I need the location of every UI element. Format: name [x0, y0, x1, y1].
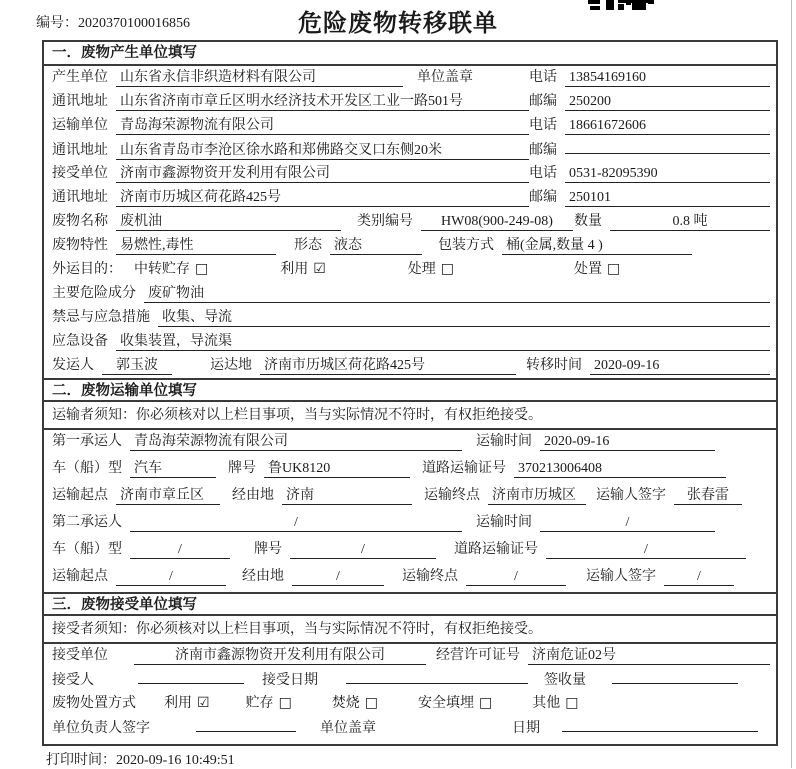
consignor-value: 郭玉波: [102, 354, 172, 375]
section2: [44, 430, 776, 592]
license-value: 济南危证02号: [528, 644, 770, 665]
received-qty-value: [612, 668, 738, 684]
producer-phone-value: 13854169160: [565, 70, 770, 87]
producer-address-label: 通讯地址: [52, 94, 108, 109]
producer-zip-label: 邮编: [529, 94, 557, 109]
carrier1-plate-value: 鲁UK8120: [264, 457, 410, 478]
transporter-value: 青岛海荣源物流有限公司: [116, 114, 529, 135]
acceptor-label: 接受人: [52, 673, 94, 688]
carrier2-plate-value: /: [290, 542, 436, 559]
carrier2-via-value: /: [292, 569, 384, 586]
dispose-checkbox-icon: □: [607, 261, 621, 277]
packaging-value: 桶(金属,数量 4 ): [502, 234, 692, 255]
transfer-time-value: 2020-09-16: [590, 358, 770, 375]
waste-character-row: [44, 234, 776, 258]
receiver-address-label: 通讯地址: [52, 190, 108, 205]
equipment-label: 应急设备: [52, 334, 108, 349]
purpose-row: [44, 258, 776, 282]
producer-address-row: [44, 90, 776, 114]
waste-name-row: [44, 210, 776, 234]
print-time-value: 2020-09-16 10:49:51: [116, 753, 235, 768]
equipment-value: 收集装置，导流渠: [116, 330, 770, 351]
receiver-address-value: 济南市历城区荷花路425号: [116, 186, 529, 207]
carrier2-permit-value: /: [546, 542, 746, 559]
form-body: [42, 40, 778, 746]
carrier2-end-label: 运输终点: [402, 569, 458, 584]
disposal-row: [44, 692, 776, 716]
consignor-label: 发运人: [52, 358, 94, 373]
consignor-row: [44, 354, 776, 378]
carrier1-label: 第一承运人: [52, 434, 122, 449]
carrier2-sign-label: 运输人签字: [586, 569, 656, 584]
carrier1-origin-value: 济南市章丘区: [116, 484, 220, 505]
purpose-option-utilize: 利用 ☑: [280, 261, 326, 277]
carrier2-vehicle-value: /: [130, 542, 230, 559]
print-time: [46, 749, 235, 769]
destination-value: 济南市历城区荷花路425号: [260, 354, 516, 375]
category-value: HW08(900-249-08): [421, 214, 573, 231]
disposal-other-checkbox-icon: □: [565, 695, 579, 711]
waste-name-label: 废物名称: [52, 214, 108, 229]
unit-seal-label: 单位盖章: [320, 721, 376, 736]
accept-unit-row: [44, 644, 776, 668]
hazard-row: [44, 282, 776, 306]
producer-zip-value: 250200: [565, 94, 770, 111]
disposal-utilize-checkbox-icon: ☑: [197, 695, 210, 711]
date-label: 日期: [512, 721, 540, 736]
hazard-value: 废矿物油: [144, 282, 770, 303]
carrier2-value: /: [130, 515, 462, 532]
transporter-phone-label: 电话: [529, 118, 557, 133]
treat-checkbox-icon: □: [440, 261, 455, 277]
purpose-label: 外运目的：: [52, 262, 122, 277]
waste-character-value: 易燃性,毒性: [116, 234, 276, 255]
section2-heading: 二．废物运输单位填写: [44, 378, 776, 402]
carrier1-time-label: 运输时间: [476, 434, 532, 449]
carrier2-vehicle-row: [44, 538, 776, 565]
receiver-phone-value: 0531-82095390: [565, 166, 770, 183]
disposal-option-other: 其他 □: [532, 695, 579, 711]
receiver-zip-value: 250101: [565, 190, 770, 207]
transporter-zip-label: 邮编: [529, 143, 557, 158]
carrier1-vehicle-label: 车（船）型: [52, 461, 122, 476]
equipment-row: [44, 330, 776, 354]
disposal-storage-checkbox-icon: □: [278, 695, 292, 711]
transfer-storage-checkbox-icon: □: [195, 261, 209, 277]
qr-code-partial-icon: [588, 0, 654, 10]
section1: [44, 66, 776, 378]
carrier2-plate-label: 牌号: [254, 542, 282, 557]
transporter-label: 运输单位: [52, 118, 108, 133]
receiver-value: 济南市鑫源物资开发利用有限公司: [116, 162, 529, 183]
destination-label: 运达地: [210, 358, 252, 373]
carrier1-vehicle-row: [44, 457, 776, 484]
purpose-option-treat: 处理 □: [407, 261, 455, 277]
physical-form-value: 液态: [330, 234, 422, 255]
utilize-checkbox-icon: ☑: [313, 261, 326, 277]
disposal-option-utilize: 利用 ☑: [164, 695, 210, 711]
waste-name-value: 废机油: [116, 210, 341, 231]
receiver-phone-label: 电话: [529, 166, 557, 181]
carrier2-time-value: /: [540, 515, 715, 532]
accept-unit-value: 济南市鑫源物资开发利用有限公司: [134, 644, 426, 665]
receiver-label: 接受单位: [52, 166, 108, 181]
physical-form-label: 形态: [294, 238, 322, 253]
packaging-label: 包装方式: [438, 238, 494, 253]
purpose-option-dispose: 处置 □: [574, 261, 621, 277]
head-sign-label: 单位负责人签字: [52, 721, 150, 736]
producer-address-value: 山东省济南市章丘区明水经济技术开发区工业一路501号: [116, 90, 529, 111]
carrier2-end-value: /: [466, 569, 566, 586]
category-label: 类别编号: [357, 214, 413, 229]
section3: [44, 644, 776, 740]
receiver-zip-label: 邮编: [529, 190, 557, 205]
carrier2-time-label: 运输时间: [476, 515, 532, 530]
accept-date-label: 接受日期: [262, 673, 318, 688]
carrier1-route-row: [44, 484, 776, 511]
transfer-time-label: 转移时间: [526, 358, 582, 373]
carrier1-value: 青岛海荣源物流有限公司: [130, 430, 462, 451]
license-label: 经营许可证号: [436, 648, 520, 663]
section1-heading: 一．废物产生单位填写: [44, 42, 776, 66]
transporter-row: [44, 114, 776, 138]
document-number-label: 编号：: [36, 16, 78, 31]
disposal-landfill-checkbox-icon: □: [479, 695, 493, 711]
transporter-address-value: 山东省青岛市李沧区徐水路和郑佛路交叉口东侧20米: [116, 139, 529, 160]
carrier1-sign-value: 张春雷: [674, 484, 742, 505]
disposal-label: 废物处置方式: [52, 696, 136, 711]
purpose-option-transfer-storage: 中转贮存 □: [134, 261, 209, 277]
transporter-address-row: [44, 138, 776, 162]
accept-unit-label: 接受单位: [52, 648, 108, 663]
carrier2-sign-value: /: [664, 569, 734, 586]
carrier1-sign-label: 运输人签字: [596, 488, 666, 503]
section2-notice: 运输者须知：你必须核对以上栏目事项，当与实际情况不符时，有权拒绝接受。: [44, 402, 776, 430]
carrier1-time-value: 2020-09-16: [540, 434, 715, 451]
document-number-value: 2020370100016856: [78, 16, 190, 31]
carrier2-origin-label: 运输起点: [52, 569, 108, 584]
form-header: [0, 0, 796, 40]
transporter-zip-value: [565, 138, 770, 154]
date-value: [562, 716, 758, 732]
waste-character-label: 废物特性: [52, 238, 108, 253]
acceptor-value: [138, 668, 244, 684]
quantity-value: 0.8 吨: [610, 210, 770, 231]
head-sign-value: [196, 716, 296, 732]
carrier1-permit-value: 370213006408: [514, 461, 726, 478]
carrier1-end-value: 济南市历城区: [488, 484, 586, 505]
page-title: 危险废物转移联单: [298, 10, 498, 37]
print-time-label: 打印时间：: [46, 753, 116, 768]
page-scan-edge: [791, 0, 792, 768]
carrier2-label: 第二承运人: [52, 515, 122, 530]
transporter-address-label: 通讯地址: [52, 143, 108, 158]
carrier2-permit-label: 道路运输证号: [454, 542, 538, 557]
receiver-address-row: [44, 186, 776, 210]
received-qty-label: 签收量: [544, 673, 586, 688]
precaution-row: [44, 306, 776, 330]
carrier1-via-label: 经由地: [232, 488, 274, 503]
producer-seal-label: 单位盖章: [417, 70, 473, 85]
carrier1-vehicle-value: 汽车: [130, 457, 216, 478]
disposal-option-storage: 贮存 □: [245, 695, 292, 711]
carrier2-origin-value: /: [116, 569, 226, 586]
carrier1-permit-label: 道路运输证号: [422, 461, 506, 476]
disposal-option-incinerate: 焚烧 □: [331, 695, 379, 711]
disposal-incinerate-checkbox-icon: □: [364, 695, 379, 711]
disposal-option-landfill: 安全填埋 □: [418, 695, 493, 711]
carrier1-origin-label: 运输起点: [52, 488, 108, 503]
hazard-label: 主要危险成分: [52, 286, 136, 301]
carrier1-plate-label: 牌号: [228, 461, 256, 476]
section3-notice: 接受者须知：你必须核对以上栏目事项，当与实际情况不符时，有权拒绝接受。: [44, 616, 776, 644]
quantity-label: 数量: [574, 214, 602, 229]
producer-value: 山东省永信非织造材料有限公司: [116, 66, 403, 87]
section3-heading: 三．废物接受单位填写: [44, 592, 776, 616]
carrier2-row: [44, 511, 776, 538]
receiver-row: [44, 162, 776, 186]
carrier1-row: [44, 430, 776, 457]
carrier2-route-row: [44, 565, 776, 592]
acceptor-row: [44, 668, 776, 692]
carrier1-end-label: 运输终点: [424, 488, 480, 503]
transporter-phone-value: 18661672606: [565, 118, 770, 135]
carrier2-vehicle-label: 车（船）型: [52, 542, 122, 557]
head-sign-row: [44, 716, 776, 740]
producer-label: 产生单位: [52, 70, 108, 85]
carrier2-via-label: 经由地: [242, 569, 284, 584]
precaution-value: 收集、导流: [158, 306, 770, 327]
producer-phone-label: 电话: [529, 70, 557, 85]
accept-date-value: [346, 668, 528, 684]
producer-row: [44, 66, 776, 90]
precaution-label: 禁忌与应急措施: [52, 310, 150, 325]
carrier1-via-value: 济南: [282, 484, 412, 505]
